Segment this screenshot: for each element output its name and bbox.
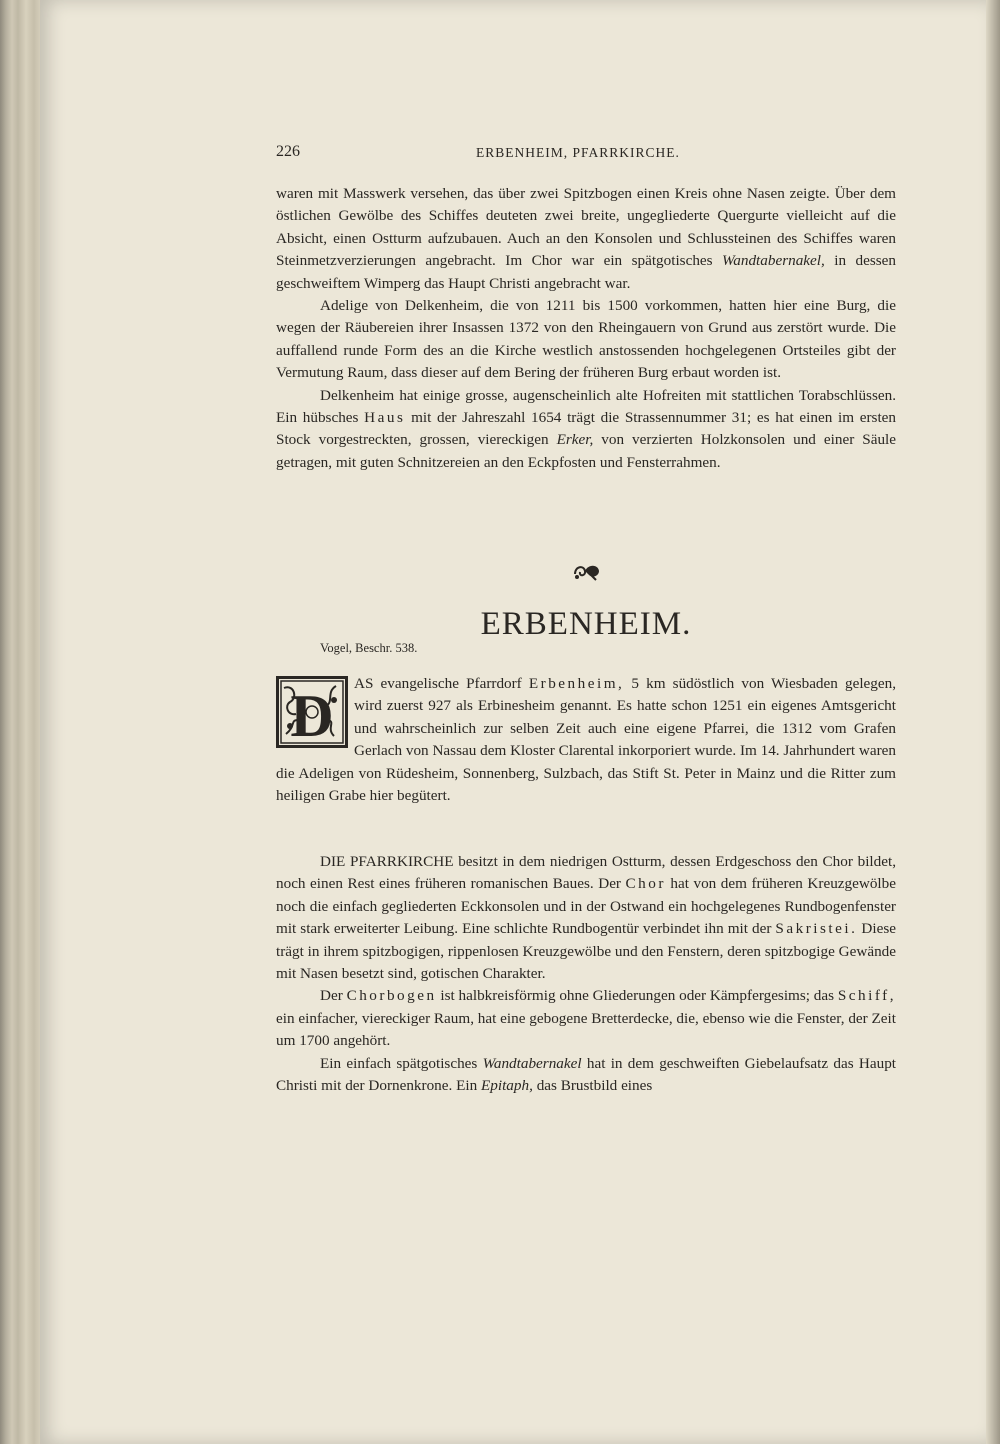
decorated-initial-icon [276, 676, 348, 748]
spaced-term: Erbenheim, [528, 675, 625, 692]
italic-term: Wandtabernakel, [722, 252, 825, 270]
text-run: hat in dem geschweiften Giebelaufsatz das Haupt Christi mit der Dornenkrone. Ein [276, 1054, 897, 1095]
running-title: ERBENHEIM, PFARRKIRCHE. [476, 145, 680, 160]
italic-term: Epitaph, [481, 1077, 533, 1095]
text-run: Delkenheim hat einige grosse, augenscheinlich alte Hofreiten mit stattlichen Torabschlüssen. Ein hübsches [276, 386, 896, 427]
spaced-term: Chorbogen [346, 987, 437, 1005]
page-number: 226 [276, 143, 300, 160]
text-run: von verzierten Holzkonsolen und einer Säule getragen, mit guten Schnitzereien an den Eckpfosten und Fensterrahmen. [276, 431, 896, 471]
paragraph-erbenheim-intro [276, 673, 896, 807]
text-run: 5 km südöstlich von Wiesbaden gelegen, wird zuerst 927 als Erbinesheim genannt. Es hatte schon 1251 ein eigenes Amtsgericht und wahrscheinlich zur selben Zeit auch eine eigene Pfarrei, die 1312 vom Grafen Gerlach von Nassau dem Kloster Clarental inkorporiert wurde. Im 14. Jahrhundert waren die Adeligen von Rüdesheim, Sonnenberg, Sulzbach, das Stift St. Peter in Mainz und die Ritter zum heiligen Grabe hier begütert. [276, 675, 897, 805]
paragraph-delkenheim-burg: Adelige von Delkenheim, die von 1211 bis 1500 vorkommen, hatten hier eine Burg, die wegen der Räubereien ihrer Insassen 1372 von den Rheingauern von Grund aus zerstört wurde. Die auffallend runde Form des an die Kirche westlich anstossenden hochgelegenen Ortsteiles gibt der Vermutung Raum, dass dieser auf dem Bering der früheren Burg erbaut worden ist. [276, 297, 896, 382]
spaced-term: Chor [625, 875, 666, 893]
page-header [276, 143, 896, 167]
intro-text-block [276, 673, 896, 807]
text-run: hat von dem früheren Kreuzgewölbe noch die einfach gegliederten Eckkonsolen und in der Ostwand ein hochgelegenes Rundbogenfenster mit stark erweiterter Leibung. Eine schlichte Rundbogentür verbindet ihn mit der [276, 875, 896, 938]
italic-term: Erker, [556, 431, 594, 449]
text-run: ein einfacher, viereckiger Raum, hat eine gebogene Bretterdecke, die, ebenso wie die Fenster, der Zeit um 1700 angehört. [276, 1009, 896, 1050]
text-run: AS evangelische Pfarrdorf [354, 675, 529, 692]
text-run: DIE PFARRKIRCHE besitzt in dem niedrigen Ostturm, dessen Erdgeschoss den Chor bildet, noch einen Rest eines früheren romanischen Baues. Der [276, 853, 896, 893]
text-run: waren mit Masswerk versehen, das über zwei Spitzbogen einen Kreis ohne Nasen zeigte. Über dem östlichen Gewölbe des Schiffes deuteten zwei breite, ungegliederte Quergurte vielleicht auf die Absicht, einen Ostturm aufzubauen. Auch an den Konsolen und Schlussteinen des Schiffes waren Steinmetzverzierungen angebracht. Im Chor war ein spätgotisches [276, 185, 896, 270]
paragraph-chorbogen [276, 985, 896, 1052]
text-run: mit der Jahreszahl 1654 trägt die Strassennummer 31; es hat einen im ersten Stock vorgestreckten, grossen, viereckigen [276, 409, 896, 449]
text-run: ist halbkreisförmig ohne Gliederungen oder Kämpfergesims; das [436, 987, 838, 1005]
text-run: das Brustbild eines [532, 1077, 653, 1095]
fleuron-ornament-icon [572, 560, 602, 582]
italic-term: Wandtabernakel [482, 1054, 582, 1072]
section-title: ERBENHEIM. [480, 606, 692, 642]
paragraph-continued [276, 183, 896, 295]
spaced-term: Sakristei. [775, 920, 858, 938]
top-text-block [276, 183, 896, 474]
spaced-term: Schiff, [837, 987, 896, 1005]
spaced-term: Haus [364, 409, 406, 427]
paragraph-delkenheim-haus [276, 385, 896, 475]
text-run: Ein einfach spätgotisches [320, 1054, 483, 1072]
paragraph-wandtabernakel [276, 1053, 896, 1098]
literature-reference: Vogel, Beschr. 538. [320, 641, 418, 655]
page-right-edge [986, 0, 1000, 1444]
dropcap-letter: D [290, 683, 334, 748]
text-run: Der [320, 987, 347, 1005]
text-run: Diese trägt in ihrem spitzbogigen, rippenlosen Kreuzgewölbe und den Fenstern, deren spitzbogige Gewände mit Nasen besetzt sind, gotischen Charakter. [276, 920, 896, 983]
paragraph-pfarrkirche [276, 851, 896, 985]
text-run: in dessen geschweiftem Wimperg das Haupt Christi angebracht war. [276, 252, 896, 292]
church-text-block [276, 851, 896, 1097]
